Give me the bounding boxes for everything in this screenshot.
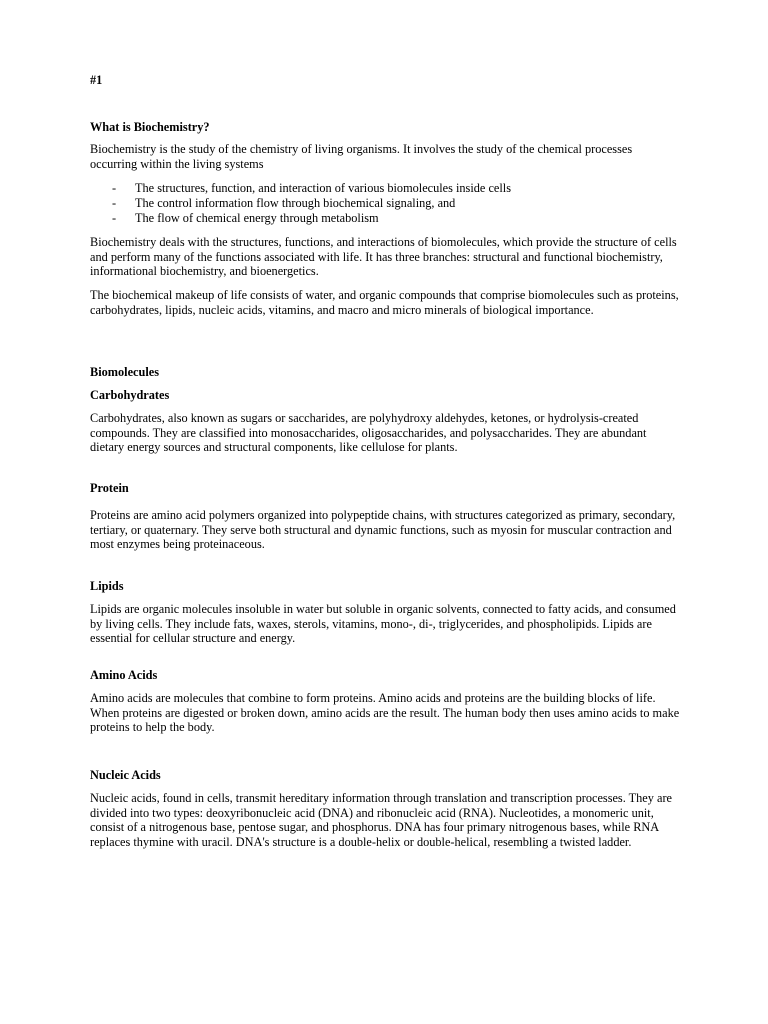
list-item-text: The structures, function, and interaction of various biomolecules inside cells (135, 181, 511, 195)
bullet-marker: - (112, 181, 117, 195)
carbohydrates-heading: Carbohydrates (90, 388, 170, 402)
nucleic-acids-text: Nucleic acids, found in cells, transmit hereditary information through translation and transcription processes. They are divided into two types: deoxyribonucleic acid (DNA) and ribonucleic acid (RNA). Nucleotides, a monomeric unit, consist of a nitrogenous base, pentose sugar, and phosphorus. DNA has four primary nitrogenous bases, while RNA replaces thymine with uracil. DNA's structure is a double-helix or double-helical, resembling a twisted ladder. (90, 791, 672, 849)
intro-paragraph-1: Biochemistry is the study of the chemistry of living organisms. It involves the study of the chemical processes occurring within the living systems (90, 142, 633, 171)
carbohydrates-text: Carbohydrates, also known as sugars or saccharides, are polyhydroxy aldehydes, ketones, or hydrolysis-created compounds. They are classified into monosaccharides, oligosaccharides, and polysaccharides. They are abundant dietary energy sources and structural components, like cellulose for plants. (90, 411, 647, 455)
protein-heading: Protein (90, 481, 129, 495)
amino-acids-text: Amino acids are molecules that combine to form proteins. Amino acids and proteins are the building blocks of life. When proteins are digested or broken down, amino acids are the result. The human body then uses amino acids to make proteins to help the body. (90, 691, 680, 735)
biomolecules-heading: Biomolecules (90, 365, 159, 379)
list-item (90, 211, 680, 226)
protein-text: Proteins are amino acid polymers organized into polypeptide chains, with structures categorized as primary, secondary, tertiary, or quaternary. They serve both structural and dynamic functions, such as myosin for muscular contraction and most enzymes being proteinaceous. (90, 508, 676, 552)
page-number: #1 (90, 73, 103, 87)
amino-acids-heading: Amino Acids (90, 668, 158, 682)
intro-heading: What is Biochemistry? (90, 120, 210, 134)
lipids-text: Lipids are organic molecules insoluble in water but soluble in organic solvents, connected to fatty acids, and consumed by living cells. They include fats, waxes, sterols, vitamins, mono-, di-, triglycerides, and phospholipids. Lipids are essential for cellular structure and energy. (90, 602, 676, 646)
intro-paragraph-2: Biochemistry deals with the structures, functions, and interactions of biomolecules, which provide the structure of cells and perform many of the functions associated with life. It has three branches: structural and functional biochemistry, informational biochemistry, and bioenergetics. (90, 235, 677, 279)
list-item-text: The flow of chemical energy through metabolism (135, 211, 379, 226)
lipids-heading: Lipids (90, 579, 124, 593)
intro-paragraph-3: The biochemical makeup of life consists of water, and organic compounds that comprise biomolecules such as proteins, carbohydrates, lipids, nucleic acids, vitamins, and macro and micro minerals of biological importance. (90, 288, 679, 317)
nucleic-acids-heading: Nucleic Acids (90, 768, 161, 782)
bullet-marker: - (112, 196, 117, 211)
list-item (90, 181, 680, 196)
list-item (90, 196, 680, 211)
intro-bullet-list (90, 181, 680, 227)
list-item-text: The control information flow through biochemical signaling, and (135, 196, 456, 211)
bullet-marker: - (112, 211, 117, 226)
